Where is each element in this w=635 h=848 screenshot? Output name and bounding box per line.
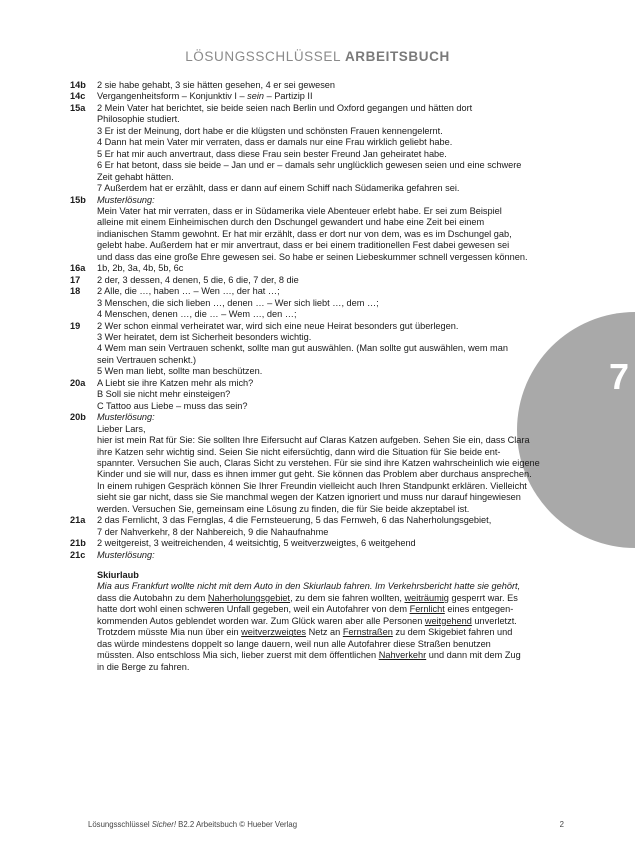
text-segment: unverletzt.	[471, 615, 517, 626]
underlined-term: weitverzweigtes	[241, 627, 307, 638]
text-segment: 3 Er ist der Meinung, dort habe er die klügsten und schönsten Frauen kennengelernt.	[97, 125, 443, 136]
text-line	[97, 298, 575, 309]
text-line	[97, 252, 575, 263]
text-segment: hatte dort wohl einen schweren Unfall gegeben, weil ein Autofahrer von dem	[97, 604, 410, 615]
text-segment: in die Berge zu fahren.	[97, 661, 190, 672]
exercise-list	[70, 80, 575, 561]
text-segment: 2 Wer schon einmal verheiratet war, wird sich eine neue Heirat besonders gut überlegen.	[97, 320, 459, 331]
text-segment: 7 der Nahverkehr, 8 der Nahbereich, 9 die Nahaufnahme	[97, 526, 329, 537]
text-line	[97, 581, 575, 592]
text-segment: Vergangenheitsform – Konjunktiv I –	[97, 91, 248, 102]
text-segment: zu dem Skigebiet fahren und	[392, 627, 513, 638]
exercise-label: 14b	[70, 80, 86, 90]
text-segment: 3 Menschen, die sich lieben …, denen … – Wer sich liebt …, dem …;	[97, 297, 379, 308]
text-line	[97, 366, 575, 377]
exercise-answer	[97, 103, 575, 195]
text-segment: und dann mit dem Zug	[426, 650, 521, 661]
exercise-answer	[97, 263, 575, 274]
footer-text-post: B2.2 Arbeitsbuch © Hueber Verlag	[176, 820, 298, 829]
text-line	[97, 195, 575, 206]
text-line	[97, 492, 575, 503]
text-line	[97, 172, 575, 183]
text-segment: 7 Außerdem hat er erzählt, dass er dann auf einem Schiff nach Südamerika gefahren sei.	[97, 183, 460, 194]
text-segment: 2 das Fernlicht, 3 das Fernglas, 4 die Fernsteuerung, 5 das Fernweh, 6 das Naherholungsgebiet,	[97, 515, 492, 526]
text-segment: und dass das eine große Ehre gewesen sei. So habe er seinen Liebeskummer schnell vergessen können.	[97, 251, 528, 262]
text-line	[97, 435, 575, 446]
text-segment: 6 Er hat betont, dass sie beide – Jan und er – damals sehr unglücklich gewesen seien und eine schwere	[97, 160, 522, 171]
text-segment: 2 sie habe gehabt, 3 sie hätten gesehen, 4 er sei gewesen	[97, 80, 336, 90]
text-line	[97, 378, 575, 389]
exercise-answer	[97, 515, 575, 538]
exercise-label: 20b	[70, 412, 86, 423]
text-segment: Musterlösung:	[97, 194, 155, 205]
text-segment: Lieber Lars,	[97, 423, 146, 434]
text-segment: hier ist mein Rat für Sie: Sie sollten Ihre Eifersucht auf Claras Katzen aufgeben. Sehen Sie ein, dass Clara	[97, 435, 530, 446]
text-segment: Mein Vater hat mir verraten, dass er in Südamerika viele Abenteuer erlebt habe. Er sei zum Beispiel	[97, 205, 502, 216]
text-line	[97, 206, 575, 217]
text-segment: Kinder und sie will nur, dass es ihnen immer gut geht. Sie können das Problem aber durchaus ansprechen.	[97, 469, 532, 480]
text-segment: 4 Menschen, denen …, die … – Wem …, den …;	[97, 309, 297, 320]
text-line	[97, 639, 575, 650]
text-line	[97, 412, 575, 423]
text-segment: werden. Versuchen Sie, gemeinsam eine Lösung zu finden, die für Sie beide akzeptabel ist.	[97, 503, 470, 514]
text-segment: 2 der, 3 dessen, 4 denen, 5 die, 6 die, 7 der, 8 die	[97, 274, 299, 285]
exercise-18	[70, 286, 575, 320]
exercise-answer	[97, 321, 575, 378]
text-segment: eines entgegen-	[444, 604, 514, 615]
text-segment: 1b, 2b, 3a, 4b, 5b, 6c	[97, 263, 184, 274]
text-segment: A Liebt sie ihre Katzen mehr als mich?	[97, 377, 254, 388]
text-segment: Musterlösung:	[97, 549, 155, 560]
text-line	[97, 662, 575, 673]
exercise-answer	[97, 286, 575, 320]
text-line	[97, 137, 575, 148]
text-segment: , zu dem sie fahren wollten,	[290, 592, 405, 603]
text-line	[97, 263, 575, 274]
exercise-answer	[97, 195, 575, 264]
text-line	[97, 604, 575, 615]
text-segment: 4 Dann hat mein Vater mir verraten, dass er damals nur eine Frau wirklich geliebt habe.	[97, 137, 453, 148]
text-segment: ihre Katzen sehr wichtig sind. Seien Sie nicht eifersüchtig, dann wird die Situation für Sie beide ent-	[97, 446, 501, 457]
exercise-label: 16a	[70, 263, 86, 274]
exercise-answer	[97, 91, 575, 102]
text-line	[97, 527, 575, 538]
exercise-answer	[97, 378, 575, 412]
exercise-20a	[70, 378, 575, 412]
text-line	[97, 389, 575, 400]
text-segment: das würde mindestens doppelt so lange dauern, weil nun alle Autofahrer diese Straßen benutzen	[97, 638, 491, 649]
text-line	[97, 401, 575, 412]
exercise-label: 14c	[70, 91, 86, 102]
underlined-term: Naherholungsgebiet	[207, 592, 291, 603]
exercise-label: 15a	[70, 102, 86, 113]
exercise-15a	[70, 103, 575, 195]
text-line	[97, 229, 575, 240]
underlined-term: Fernlicht	[409, 604, 445, 615]
text-segment: dass die Autobahn zu dem	[97, 592, 208, 603]
exercise-17	[70, 275, 575, 286]
text-line	[97, 332, 575, 343]
exercise-label: 15b	[70, 194, 86, 205]
exercise-14b	[70, 80, 575, 91]
text-line	[97, 91, 575, 102]
exercise-label: 17	[70, 274, 81, 285]
text-segment: Philosophie studiert.	[97, 114, 180, 125]
text-segment: 5 Er hat mir auch anvertraut, dass diese Frau sein bester Freund Jan geheiratet habe.	[97, 148, 447, 159]
exercise-19	[70, 321, 575, 378]
text-segment: B Soll sie nicht mehr einsteigen?	[97, 389, 231, 400]
text-segment: 2 Mein Vater hat berichtet, sie beide seien nach Berlin und Oxford gegangen und hätten dort	[97, 102, 473, 113]
text-segment: 4 Wem man sein Vertrauen schenkt, sollte man gut auswählen. (Man sollte gut auswählen, wem man	[97, 343, 508, 354]
text-line	[97, 515, 575, 526]
text-line	[97, 447, 575, 458]
text-line	[97, 160, 575, 171]
exercise-14c	[70, 91, 575, 102]
underlined-term: Fernstraßen	[342, 627, 393, 638]
text-segment: Mia aus Frankfurt wollte nicht mit dem Auto in den Skiurlaub fahren. Im Verkehrsbericht hatte sie gehört,	[97, 581, 521, 592]
text-segment: Zeit gehabt hätten.	[97, 171, 174, 182]
chapter-number: 7	[608, 356, 629, 397]
exercise-answer	[97, 275, 575, 286]
page-number: 2	[559, 820, 564, 829]
header-title-part1: LÖSUNGSSCHLÜSSEL	[185, 49, 341, 64]
exercise-21a	[70, 515, 575, 538]
text-segment: 3 Wer heiratet, dem ist Sicherheit besonders wichtig.	[97, 331, 312, 342]
text-line	[97, 80, 575, 91]
text-segment: spannter. Versuchen Sie auch, Claras Sicht zu verstehen. Für sie sind ihre Katzen wahrscheinlich wie eigene	[97, 457, 540, 468]
exercise-label: 20a	[70, 377, 86, 388]
text-segment: – Partizip II	[264, 91, 313, 102]
text-line	[97, 217, 575, 228]
text-segment: 2 weitgereist, 3 weitreichenden, 4 weitsichtig, 5 weitverzweigtes, 6 weitgehend	[97, 538, 416, 549]
text-segment: 5 Wen man liebt, sollte man beschützen.	[97, 366, 263, 377]
text-segment: sein	[247, 91, 265, 102]
text-segment: kommenden Autos geblendet worden war. Zum Glück waren aber alle Personen	[97, 615, 425, 626]
story-title: Skiurlaub	[97, 570, 139, 581]
text-line	[97, 286, 575, 297]
page-footer	[88, 820, 564, 829]
underlined-term: Nahverkehr	[378, 650, 427, 661]
footer-text-pre: Lösungsschlüssel	[88, 820, 152, 829]
exercise-label: 18	[70, 286, 81, 297]
text-segment: In einem ruhigen Gespräch können Sie Ihrer Freundin vielleicht auch Ihren Standpunkt erklären. Vielleicht	[97, 480, 527, 491]
text-segment: Netz an	[306, 627, 343, 638]
exercise-label: 21c	[70, 549, 86, 560]
text-line	[97, 504, 575, 515]
text-line	[97, 103, 575, 114]
header-title-part2: ARBEITSBUCH	[344, 49, 450, 64]
text-line	[97, 149, 575, 160]
text-segment: C Tattoo aus Liebe – muss das sein?	[97, 400, 248, 411]
text-segment: indianischen Stamm gewohnt. Er hat mir erzählt, dass er dort nur von dem, was es im Dschungel gab,	[97, 228, 512, 239]
text-line	[97, 343, 575, 354]
text-line	[97, 481, 575, 492]
footer-text-italic: Sicher!	[151, 820, 176, 829]
exercise-15b	[70, 195, 575, 264]
text-segment: Musterlösung:	[97, 412, 155, 423]
text-segment: sieht sie gar nicht, dass sie Sie manchmal wegen der Katzen ignoriert und muss nur darauf hingewiesen	[97, 492, 521, 503]
exercise-label: 19	[70, 320, 81, 331]
exercise-label: 21b	[70, 538, 86, 549]
underlined-term: weiträumig	[404, 592, 449, 603]
text-segment: gesperrt war. Es	[448, 592, 518, 603]
text-line	[97, 321, 575, 332]
answer-key-content	[70, 80, 575, 673]
story-text	[97, 581, 575, 673]
text-line	[97, 616, 575, 627]
text-line	[97, 355, 575, 366]
text-line	[97, 114, 575, 125]
text-line	[97, 126, 575, 137]
exercise-16a	[70, 263, 575, 274]
exercise-21b	[70, 538, 575, 549]
text-segment: gelebt habe. Außerdem hat er mir anvertraut, dass er bei einem traditionellen Fest dabei gewesen sei	[97, 240, 510, 251]
text-segment: müssten. Also entschloss Mia sich, lieber zuerst mit dem öffentlichen	[97, 650, 379, 661]
text-line	[97, 469, 575, 480]
text-line	[97, 593, 575, 604]
text-segment: 2 Alle, die …, haben … – Wen …, der hat …;	[97, 286, 280, 297]
exercise-answer	[97, 538, 575, 549]
text-line	[97, 240, 575, 251]
text-line	[97, 275, 575, 286]
text-line	[97, 309, 575, 320]
exercise-answer	[97, 550, 575, 561]
page-header	[0, 49, 635, 64]
text-line	[97, 424, 575, 435]
text-line	[97, 538, 575, 549]
story-block	[70, 570, 575, 673]
text-line	[97, 627, 575, 638]
text-line	[97, 650, 575, 661]
exercise-answer	[97, 80, 575, 91]
exercise-21c	[70, 550, 575, 561]
text-line	[97, 458, 575, 469]
text-segment: sein Vertrauen schenkt.)	[97, 354, 197, 365]
underlined-term: weitgehend	[424, 615, 472, 626]
exercise-20b	[70, 412, 575, 515]
exercise-answer	[97, 412, 575, 515]
exercise-label: 21a	[70, 515, 86, 526]
text-line	[97, 550, 575, 561]
text-line	[97, 183, 575, 194]
text-segment: alleine mit einem Einheimischen durch den Dschungel gewandert und habe eine Zeit bei einem	[97, 217, 485, 228]
text-segment: Trotzdem müsste Mia nun über ein	[97, 627, 242, 638]
